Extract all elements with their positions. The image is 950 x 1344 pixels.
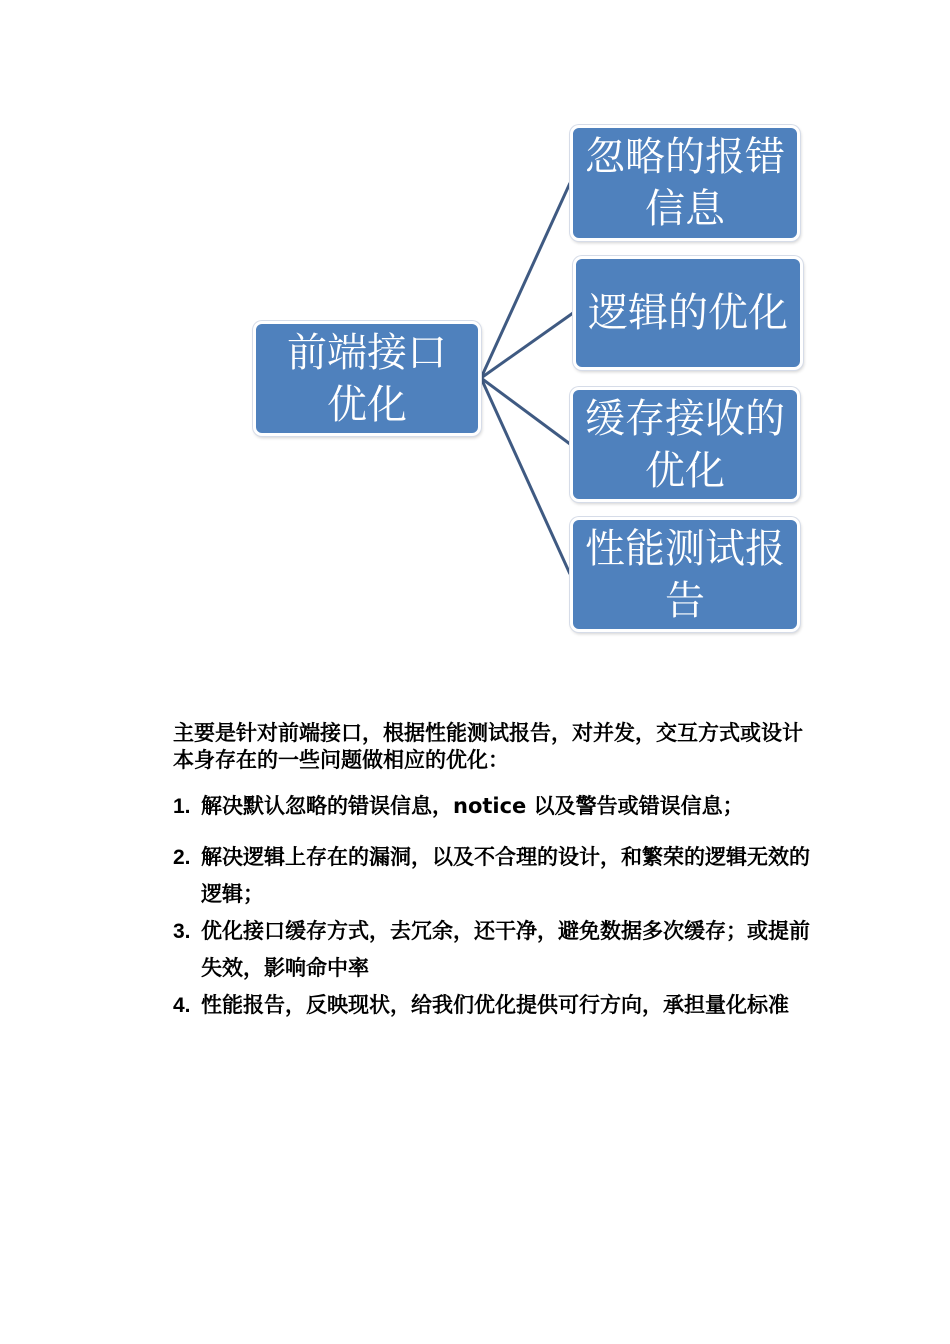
child-node-cache-optimization bbox=[570, 387, 800, 502]
child-node-label: 性能测试报告 bbox=[585, 525, 785, 624]
list-item bbox=[173, 987, 813, 1024]
root-node bbox=[253, 321, 481, 436]
intro-paragraph: 主要是针对前端接口，根据性能测试报告，对并发，交互方式或设计本身存在的一些问题做相应的优化： bbox=[173, 721, 803, 772]
child-node-label: 缓存接收的优化 bbox=[585, 395, 785, 494]
list-item-number: 4. bbox=[173, 994, 191, 1017]
list-item-text: 解决逻辑上存在的漏洞，以及不合理的设计，和繁荣的逻辑无效的逻辑； bbox=[201, 845, 810, 906]
child-node-label: 忽略的报错信息 bbox=[585, 134, 785, 232]
list-item-text: 优化接口缓存方式，去冗余，还干净，避免数据多次缓存；或提前失效，影响命中率 bbox=[201, 919, 810, 980]
list-item-number: 2. bbox=[173, 846, 191, 869]
optimization-list bbox=[173, 788, 813, 1024]
child-node-logic-optimization bbox=[573, 256, 803, 370]
connector-line-1 bbox=[481, 183, 570, 378]
list-item bbox=[173, 913, 813, 987]
list-item bbox=[173, 839, 813, 913]
list-item-text: 性能报告，反映现状，给我们优化提供可行方向，承担量化标准 bbox=[201, 993, 789, 1017]
list-item-number: 1. bbox=[173, 795, 191, 818]
root-node-label: 前端接口优化 bbox=[287, 329, 447, 428]
child-node-ignored-errors bbox=[570, 125, 800, 241]
description-section bbox=[173, 720, 813, 1024]
child-node-label: 逻辑的优化 bbox=[588, 290, 788, 336]
child-node-performance-report bbox=[570, 517, 800, 632]
list-item-text: 解决默认忽略的错误信息，notice 以及警告或错误信息； bbox=[201, 794, 744, 818]
list-item bbox=[173, 788, 813, 825]
list-item-number: 3. bbox=[173, 920, 191, 943]
connector-line-4 bbox=[481, 378, 570, 574]
